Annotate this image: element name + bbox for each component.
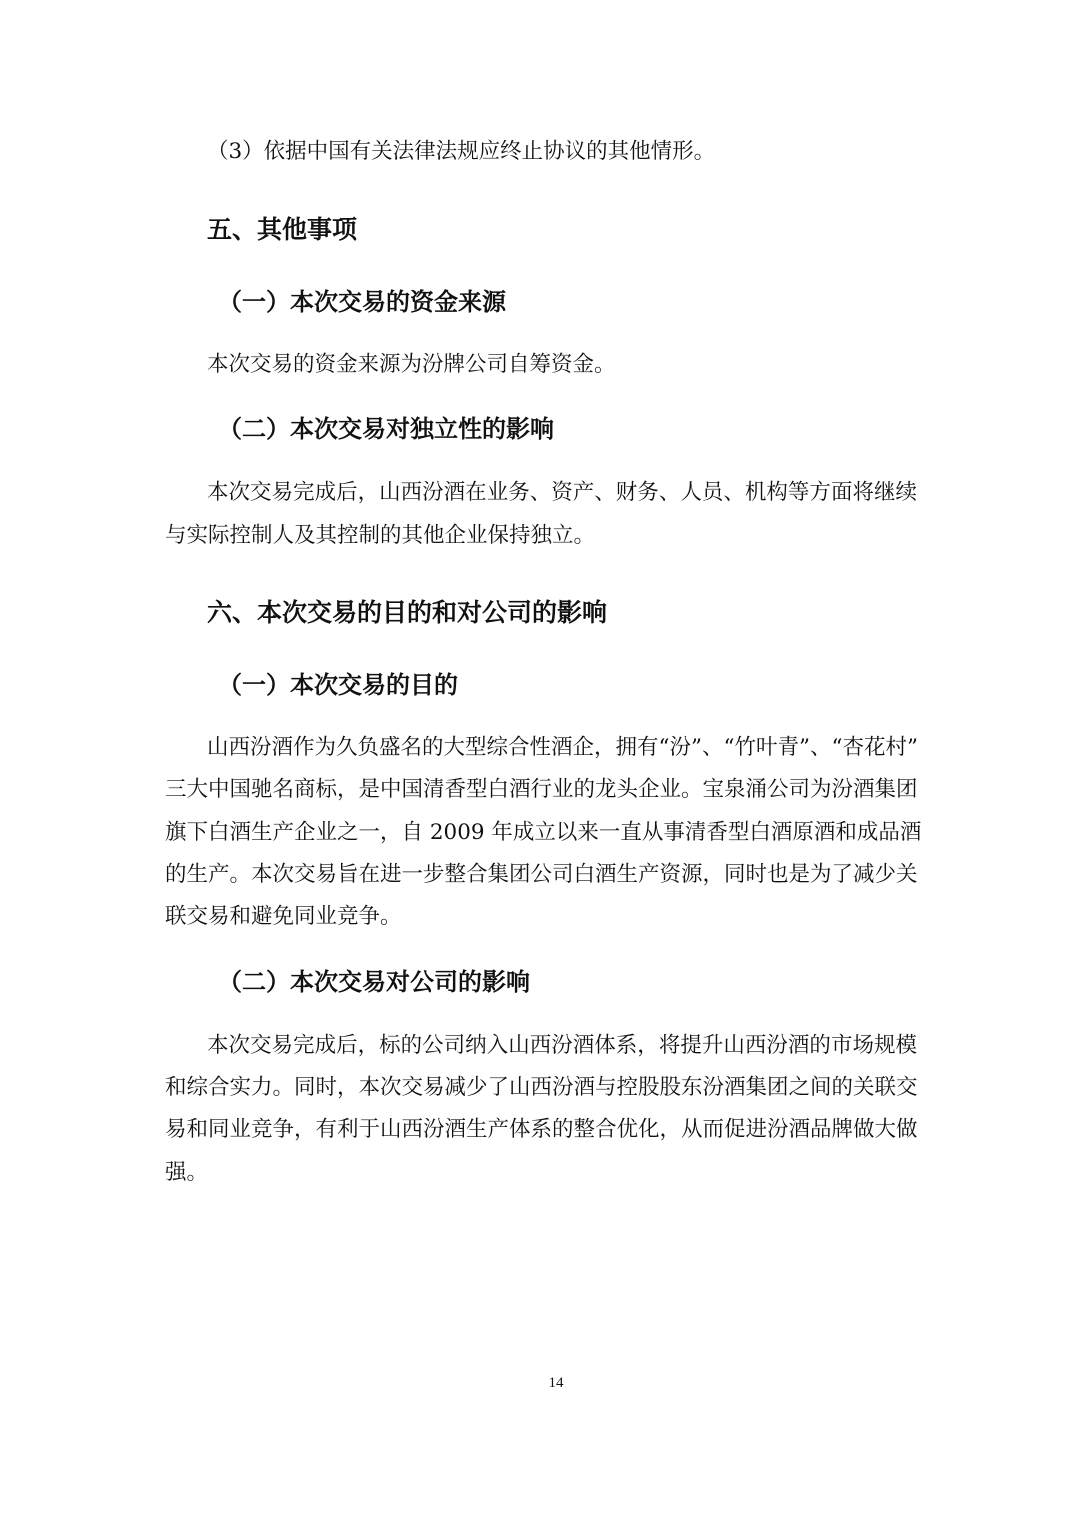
- subsection-heading-6-1: （一）本次交易的目的: [218, 671, 458, 699]
- paragraph-line: 本次交易完成后，山西汾酒在业务、资产、财务、人员、机构等方面将继续: [207, 480, 917, 505]
- paragraph-line: 山西汾酒作为久负盛名的大型综合性酒企，拥有“汾”、“竹叶青”、“杏花村”: [207, 735, 918, 760]
- paragraph-line: 旗下白酒生产企业之一，自 2009 年成立以来一直从事清香型白酒原酒和成品酒: [165, 820, 922, 845]
- section-heading-6: 六、本次交易的目的和对公司的影响: [207, 598, 608, 627]
- subsection-heading-5-1: （一）本次交易的资金来源: [218, 288, 506, 316]
- paragraph-line: 易和同业竞争，有利于山西汾酒生产体系的整合优化，从而促进汾酒品牌做大做: [165, 1117, 918, 1142]
- paragraph-line: 与实际控制人及其控制的其他企业保持独立。: [165, 523, 596, 548]
- paragraph-line: 和综合实力。同时，本次交易减少了山西汾酒与控股股东汾酒集团之间的关联交: [165, 1075, 918, 1100]
- subsection-heading-5-2: （二）本次交易对独立性的影响: [218, 415, 554, 443]
- clause-item-3: （3）依据中国有关法律法规应终止协议的其他情形。: [207, 139, 716, 164]
- paragraph-line: 强。: [165, 1160, 209, 1185]
- paragraph-line: 本次交易的资金来源为汾牌公司自筹资金。: [207, 352, 616, 377]
- paragraph-line: 三大中国驰名商标，是中国清香型白酒行业的龙头企业。宝泉涌公司为汾酒集团: [165, 777, 918, 802]
- page-number: 14: [548, 1375, 564, 1391]
- subsection-heading-6-2: （二）本次交易对公司的影响: [218, 968, 530, 996]
- paragraph-line: 的生产。本次交易旨在进一步整合集团公司白酒生产资源，同时也是为了减少关: [165, 862, 918, 887]
- paragraph-line: 本次交易完成后，标的公司纳入山西汾酒体系，将提升山西汾酒的市场规模: [207, 1033, 917, 1058]
- section-heading-5: 五、其他事项: [207, 215, 358, 244]
- paragraph-line: 联交易和避免同业竞争。: [165, 904, 402, 929]
